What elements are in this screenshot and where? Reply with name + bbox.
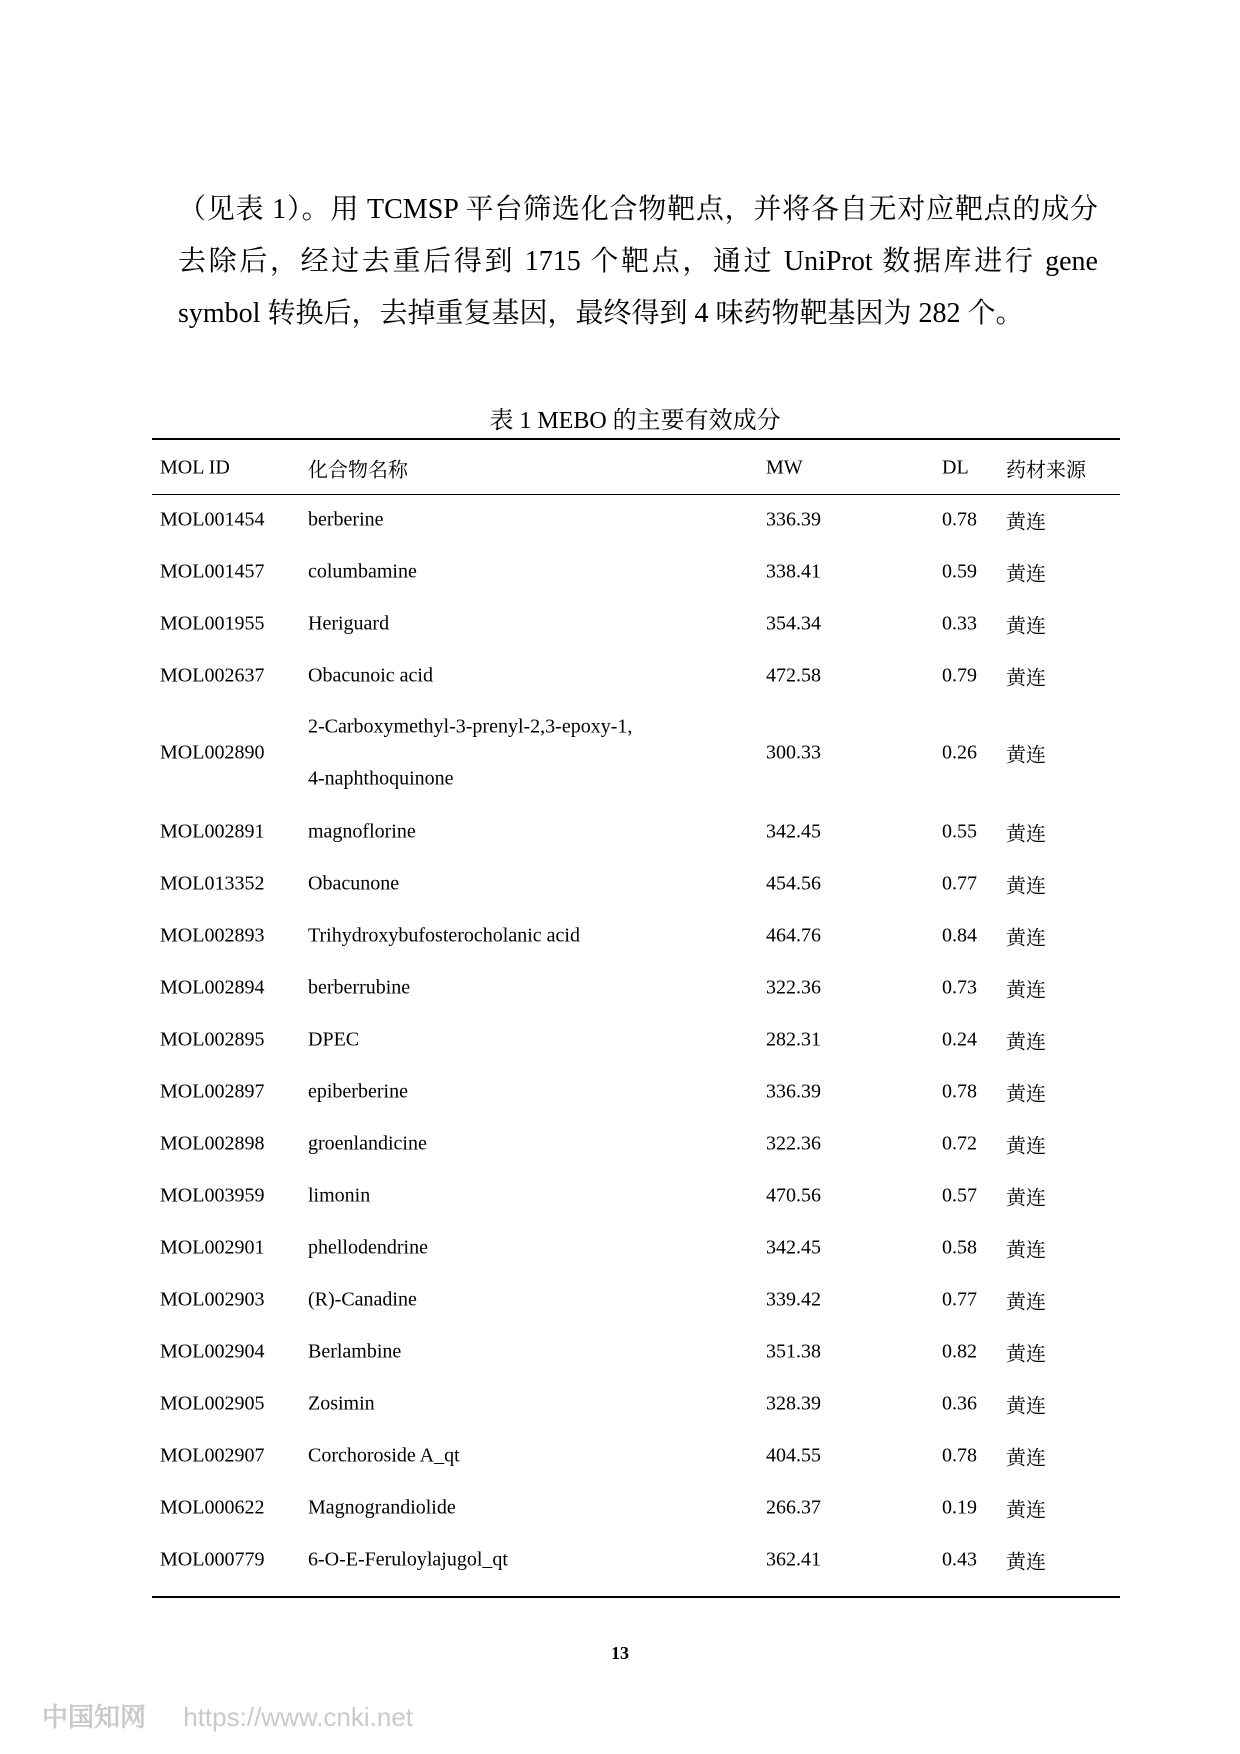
dl-cell: 0.78 xyxy=(942,1080,977,1103)
watermark xyxy=(42,1697,413,1734)
mol-id-cell: MOL002890 xyxy=(160,741,265,764)
compound-name-cell: 6-O-E-Feruloylajugol_qt xyxy=(308,1548,508,1571)
table-bottom-rule xyxy=(152,1596,1120,1598)
mol-id-cell: MOL002907 xyxy=(160,1444,265,1467)
dl-cell: 0.73 xyxy=(942,976,977,999)
compound-name-cell: Heriguard xyxy=(308,612,390,635)
mw-cell: 322.36 xyxy=(766,1132,821,1155)
source-cell: 黄连 xyxy=(1006,511,1046,534)
mol-id-cell: MOL001955 xyxy=(160,612,265,635)
mw-cell: 454.56 xyxy=(766,872,821,895)
compound-name-cell: DPEC xyxy=(308,1028,360,1051)
source-cell: 黄连 xyxy=(1006,1343,1046,1366)
compound-name-cell: Obacunoic acid xyxy=(308,664,433,687)
source-cell: 黄连 xyxy=(1006,1031,1046,1054)
dl-cell: 0.77 xyxy=(942,1288,977,1311)
compound-name-cell: Zosimin xyxy=(308,1392,375,1415)
mw-cell: 472.58 xyxy=(766,664,821,687)
body-paragraph: （见表 1）。用 TCMSP 平台筛选化合物靶点，并将各自无对应靶点的成分去除后，经过去重后得到 1715 个靶点，通过 UniProt 数据库进行 gene symbol 转换后，去掉重复基因，最终得到 4 味药物靶基因为 282 个。 xyxy=(178,194,1098,329)
header-mw: MW xyxy=(766,456,803,479)
source-cell: 黄连 xyxy=(1006,1239,1046,1262)
source-cell: 黄连 xyxy=(1006,1083,1046,1106)
mol-id-cell: MOL002894 xyxy=(160,976,265,999)
dl-cell: 0.58 xyxy=(942,1236,977,1259)
mw-cell: 328.39 xyxy=(766,1392,821,1415)
dl-cell: 0.57 xyxy=(942,1184,977,1207)
source-cell: 黄连 xyxy=(1006,563,1046,586)
page-number: 13 xyxy=(611,1643,629,1663)
mol-id-cell: MOL002901 xyxy=(160,1236,265,1259)
source-cell: 黄连 xyxy=(1006,667,1046,690)
mw-cell: 464.76 xyxy=(766,924,821,947)
compound-name-cell: phellodendrine xyxy=(308,1236,428,1259)
compound-name-cell: 2-Carboxymethyl-3-prenyl-2,3-epoxy-1, xyxy=(308,715,633,738)
source-cell: 黄连 xyxy=(1006,744,1046,767)
dl-cell: 0.59 xyxy=(942,560,977,583)
dl-cell: 0.55 xyxy=(942,820,977,843)
compound-name-cell: berberine xyxy=(308,508,384,531)
mol-id-cell: MOL002893 xyxy=(160,924,265,947)
header-mol-id: MOL ID xyxy=(160,456,230,479)
mw-cell: 339.42 xyxy=(766,1288,821,1311)
dl-cell: 0.79 xyxy=(942,664,977,687)
mol-id-cell: MOL002637 xyxy=(160,664,265,687)
compound-name-cell: epiberberine xyxy=(308,1080,408,1103)
mol-id-cell: MOL013352 xyxy=(160,872,265,895)
mol-id-cell: MOL002904 xyxy=(160,1340,265,1363)
source-cell: 黄连 xyxy=(1006,1187,1046,1210)
dl-cell: 0.24 xyxy=(942,1028,977,1051)
cnki-url: https://www.cnki.net xyxy=(183,1702,414,1732)
source-cell: 黄连 xyxy=(1006,1135,1046,1158)
mol-id-cell: MOL002905 xyxy=(160,1392,265,1415)
mol-id-cell: MOL001454 xyxy=(160,508,265,531)
mol-id-cell: MOL002898 xyxy=(160,1132,265,1155)
mw-cell: 470.56 xyxy=(766,1184,821,1207)
dl-cell: 0.33 xyxy=(942,612,977,635)
mol-id-cell: MOL003959 xyxy=(160,1184,265,1207)
compound-name-cell: limonin xyxy=(308,1184,371,1207)
compound-name-cell: Berlambine xyxy=(308,1340,402,1363)
source-cell: 黄连 xyxy=(1006,1551,1046,1574)
dl-cell: 0.19 xyxy=(942,1496,977,1519)
compound-name-cell: Trihydroxybufosterocholanic acid xyxy=(308,924,580,947)
source-cell: 黄连 xyxy=(1006,1447,1046,1470)
mol-id-cell: MOL002895 xyxy=(160,1028,265,1051)
source-cell: 黄连 xyxy=(1006,927,1046,950)
mw-cell: 336.39 xyxy=(766,508,821,531)
dl-cell: 0.72 xyxy=(942,1132,977,1155)
compound-name-cell-line2: 4-naphthoquinone xyxy=(308,767,454,790)
source-cell: 黄连 xyxy=(1006,823,1046,846)
dl-cell: 0.26 xyxy=(942,741,977,764)
source-cell: 黄连 xyxy=(1006,615,1046,638)
mw-cell: 404.55 xyxy=(766,1444,821,1467)
compound-name-cell: (R)-Canadine xyxy=(308,1288,417,1311)
source-cell: 黄连 xyxy=(1006,1499,1046,1522)
mw-cell: 266.37 xyxy=(766,1496,821,1519)
mol-id-cell: MOL000779 xyxy=(160,1548,265,1571)
mw-cell: 336.39 xyxy=(766,1080,821,1103)
source-cell: 黄连 xyxy=(1006,979,1046,1002)
mol-id-cell: MOL002903 xyxy=(160,1288,265,1311)
mw-cell: 300.33 xyxy=(766,741,821,764)
compound-name-cell: Magnograndiolide xyxy=(308,1496,456,1519)
mw-cell: 338.41 xyxy=(766,560,821,583)
table-caption: 表 1 MEBO 的主要有效成分 xyxy=(489,408,781,434)
compound-name-cell: magnoflorine xyxy=(308,820,416,843)
mol-id-cell: MOL000622 xyxy=(160,1496,265,1519)
dl-cell: 0.82 xyxy=(942,1340,977,1363)
source-cell: 黄连 xyxy=(1006,1395,1046,1418)
mw-cell: 282.31 xyxy=(766,1028,821,1051)
source-cell: 黄连 xyxy=(1006,875,1046,898)
dl-cell: 0.77 xyxy=(942,872,977,895)
dl-cell: 0.78 xyxy=(942,508,977,531)
mw-cell: 342.45 xyxy=(766,820,821,843)
mw-cell: 351.38 xyxy=(766,1340,821,1363)
dl-cell: 0.43 xyxy=(942,1548,977,1571)
dl-cell: 0.78 xyxy=(942,1444,977,1467)
compound-name-cell: columbamine xyxy=(308,560,417,583)
header-source: 药材来源 xyxy=(1006,459,1086,482)
dl-cell: 0.36 xyxy=(942,1392,977,1415)
compound-name-cell: berberrubine xyxy=(308,976,411,999)
table-header-rule xyxy=(152,494,1120,495)
mol-id-cell: MOL001457 xyxy=(160,560,265,583)
header-dl: DL xyxy=(942,456,969,479)
cnki-logo-text: 中国知网 xyxy=(42,1702,147,1732)
mol-id-cell: MOL002897 xyxy=(160,1080,265,1103)
mw-cell: 354.34 xyxy=(766,612,821,635)
header-compound-name: 化合物名称 xyxy=(308,459,408,482)
dl-cell: 0.84 xyxy=(942,924,977,947)
source-cell: 黄连 xyxy=(1006,1291,1046,1314)
compound-name-cell: groenlandicine xyxy=(308,1132,427,1155)
mol-id-cell: MOL002891 xyxy=(160,820,265,843)
mw-cell: 362.41 xyxy=(766,1548,821,1571)
table-top-rule xyxy=(152,438,1120,440)
mw-cell: 322.36 xyxy=(766,976,821,999)
compound-name-cell: Obacunone xyxy=(308,872,400,895)
mw-cell: 342.45 xyxy=(766,1236,821,1259)
compound-name-cell: Corchoroside A_qt xyxy=(308,1444,460,1467)
